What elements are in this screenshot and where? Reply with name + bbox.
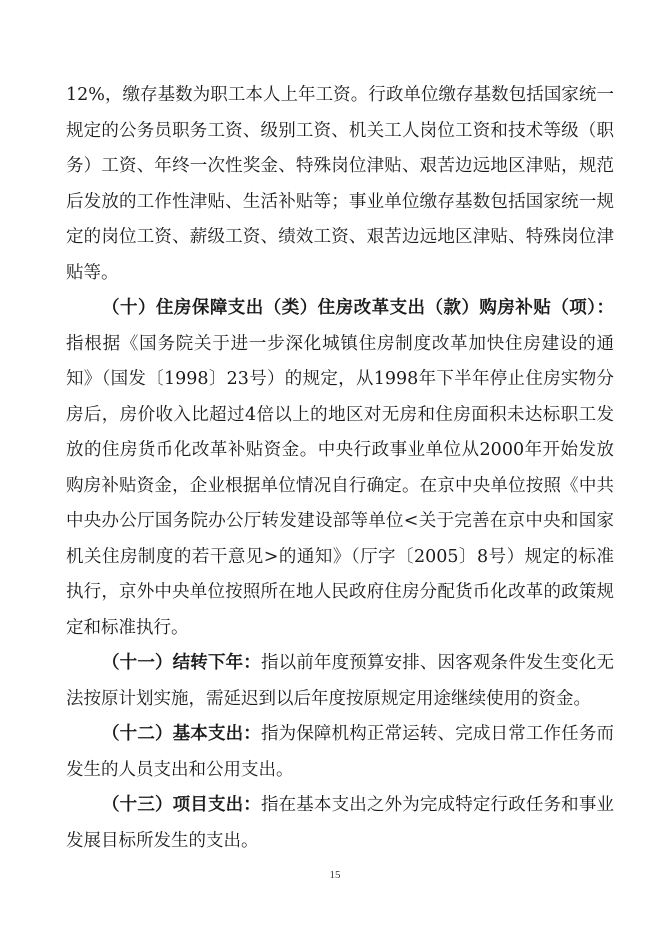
paragraph-heading: （十一）结转下年： (102, 653, 261, 673)
paragraph-body: 12%，缴存基数为职工本人上年工资。行政单位缴存基数包括国家统一规定的公务员职务工资、级别工资、机关工人岗位工资和技术等级（职务）工资、年终一次性奖金、特殊岗位津贴、艰苦边远地区津贴，规范后发放的工作性津贴、生活补贴等；事业单位缴存基数包括国家统一规定的岗位工资、薪级工资、绩效工资、艰苦边远地区津贴、特殊岗位津贴等。 (66, 85, 614, 283)
paragraph-heading: （十二）基本支出： (102, 724, 261, 744)
paragraph-body: 指根据《国务院关于进一步深化城镇住房制度改革加快住房建设的通知》（国发〔1998〕23号）的规定，从1998年下半年停止住房实物分房后，房价收入比超过4倍以上的地区对无房和住房面积未达标职工发放的住房货币化改革补贴资金。中央行政事业单位从2000年开始发放购房补贴资金，企业根据单位情况自行确定。在京中央单位按照《中共中央办公厅国务院办公厅转发建设部等单位<关于完善在京中央和国家机关住房制度的若干意见>的通知》（厅字〔2005〕8号）规定的标准执行，京外中央单位按照所在地人民政府住房分配货币化改革的政策规定和标准执行。 (66, 333, 614, 638)
paragraph-body: 指为保障机构正常运转、完成日常工作任务而发生的人员支出和公用支出。 (66, 724, 615, 780)
paragraph-body: 指在基本支出之外为完成特定行政任务和事业发展目标所发生的支出。 (66, 795, 615, 851)
paragraph-heading: （十三）项目支出： (102, 795, 261, 815)
page-number: 15 (329, 869, 341, 881)
paragraph-housing-fund-base (66, 78, 614, 291)
paragraph-body: 指以前年度预算安排、因客观条件发生变化无法按原计划实施，需延迟到以后年度按原规定用途继续使用的资金。 (66, 653, 615, 709)
paragraph-basic-expenditure (66, 717, 614, 788)
paragraph-heading: （十）住房保障支出（类）住房改革支出（款）购房补贴（项）： (102, 298, 614, 318)
paragraph-carryover (66, 646, 614, 717)
paragraph-housing-subsidy (66, 291, 614, 646)
document-body (66, 78, 614, 859)
paragraph-project-expenditure (66, 788, 614, 859)
